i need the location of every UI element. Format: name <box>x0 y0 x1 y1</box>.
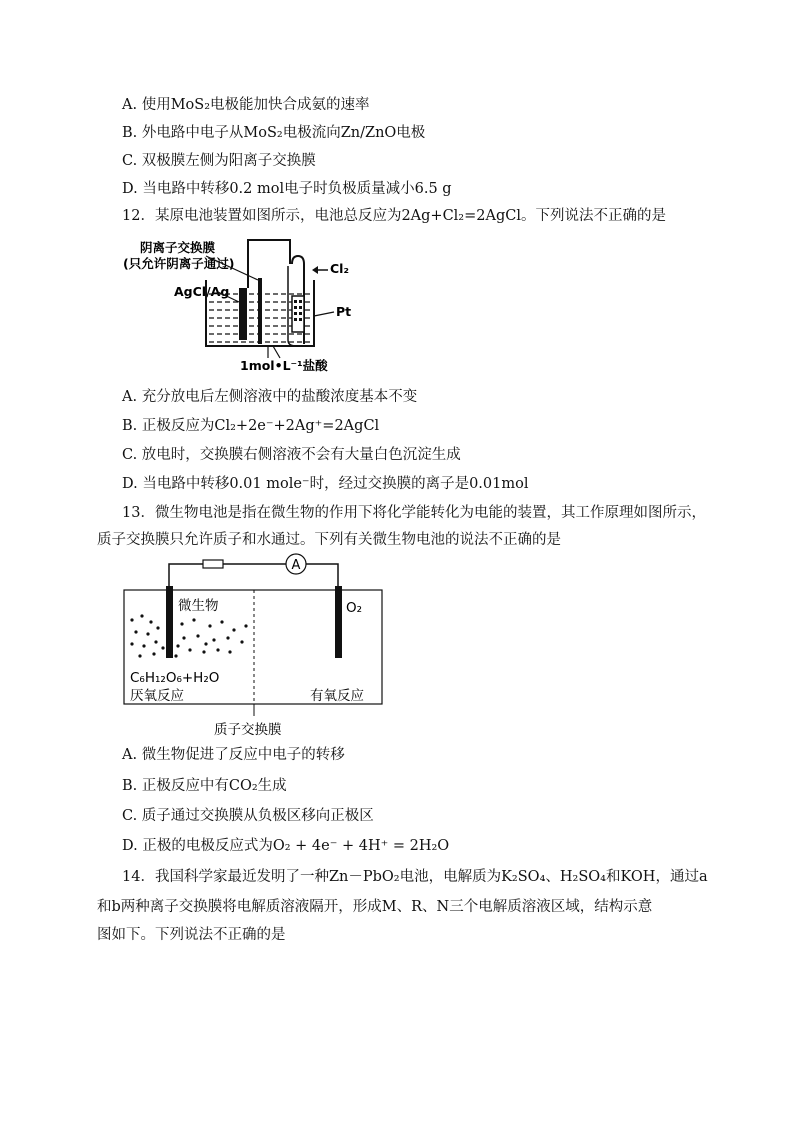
q13-label-reactants: C₆H₁₂O₆+H₂O <box>130 670 220 686</box>
q13-label-o2: O₂ <box>346 600 363 616</box>
q13-label-aerobic: 有氧反应 <box>310 688 364 704</box>
q12-option-d: D. 当电路中转移0.01 mole⁻时，经过交换膜的离子是0.01mol <box>122 476 529 492</box>
q12-label-membrane-2: (只允许阴离子通过) <box>123 256 235 271</box>
q12-option-a: A. 充分放电后左侧溶液中的盐酸浓度基本不变 <box>122 389 418 405</box>
q12-figure <box>118 236 378 376</box>
q12-membrane <box>258 278 262 344</box>
q13-label-membrane: 质子交换膜 <box>214 722 282 738</box>
q12-label-pt: Pt <box>336 304 352 319</box>
q11-option-b: B. 外电路中电子从MoS₂电极流向Zn/ZnO电极 <box>122 125 426 141</box>
q12-label-membrane-1: 阴离子交换膜 <box>140 240 216 255</box>
q12-label-agcl: AgCl/Ag <box>174 284 230 299</box>
q13-label-microbe: 微生物 <box>178 598 219 614</box>
q11-option-c: C. 双极膜左侧为阳离子交换膜 <box>122 153 316 169</box>
q13-anode <box>166 586 173 658</box>
q12-stem: 12．某原电池装置如图所示，电池总反应为2Ag+Cl₂=2AgCl。下列说法不正确的是 <box>122 208 666 224</box>
q14-line-1: 14．我国科学家最近发明了一种Zn－PbO₂电池，电解质为K₂SO₄、H₂SO₄和KOH，通过a <box>122 869 708 885</box>
q13-option-c: C. 质子通过交换膜从负极区移向正极区 <box>122 808 374 824</box>
q12-label-cl2: Cl₂ <box>330 261 349 276</box>
q13-stem-line-1: 13．微生物电池是指在微生物的作用下将化学能转化为电能的装置，其工作原理如图所示， <box>122 505 706 521</box>
q12-option-c: C. 放电时，交换膜右侧溶液不会有大量白色沉淀生成 <box>122 447 461 463</box>
q12-pt-electrode <box>292 296 304 332</box>
q13-option-a: A. 微生物促进了反应中电子的转移 <box>122 747 345 763</box>
q13-option-d: D. 正极的电极反应式为O₂ + 4e⁻ + 4H⁺ = 2H₂O <box>122 838 450 854</box>
q14-line-2: 和b两种离子交换膜将电解质溶液隔开，形成M、R、N三个电解质溶液区域，结构示意 <box>97 899 653 915</box>
q13-microbe-dots <box>130 614 247 657</box>
q11-option-d: D. 当电路中转移0.2 mol电子时负极质量减小6.5 g <box>122 181 452 197</box>
q13-ammeter-label: A <box>291 558 301 573</box>
q13-stem-line-2: 质子交换膜只允许质子和水通过。下列有关微生物电池的说法不正确的是 <box>97 532 561 548</box>
q13-resistor <box>203 560 223 568</box>
q13-option-b: B. 正极反应中有CO₂生成 <box>122 778 287 794</box>
q12-electrode-left <box>239 288 247 340</box>
q14-line-3: 图如下。下列说法不正确的是 <box>97 927 286 943</box>
q13-label-anaerobic: 厌氧反应 <box>130 688 184 704</box>
q11-option-a: A. 使用MoS₂电极能加快合成氨的速率 <box>122 97 370 113</box>
q12-label-solution: 1mol•L⁻¹盐酸 <box>240 358 328 373</box>
q13-cathode <box>335 586 342 658</box>
q12-option-b: B. 正极反应为Cl₂+2e⁻+2Ag⁺=2AgCl <box>122 418 380 434</box>
q13-figure <box>118 552 388 742</box>
